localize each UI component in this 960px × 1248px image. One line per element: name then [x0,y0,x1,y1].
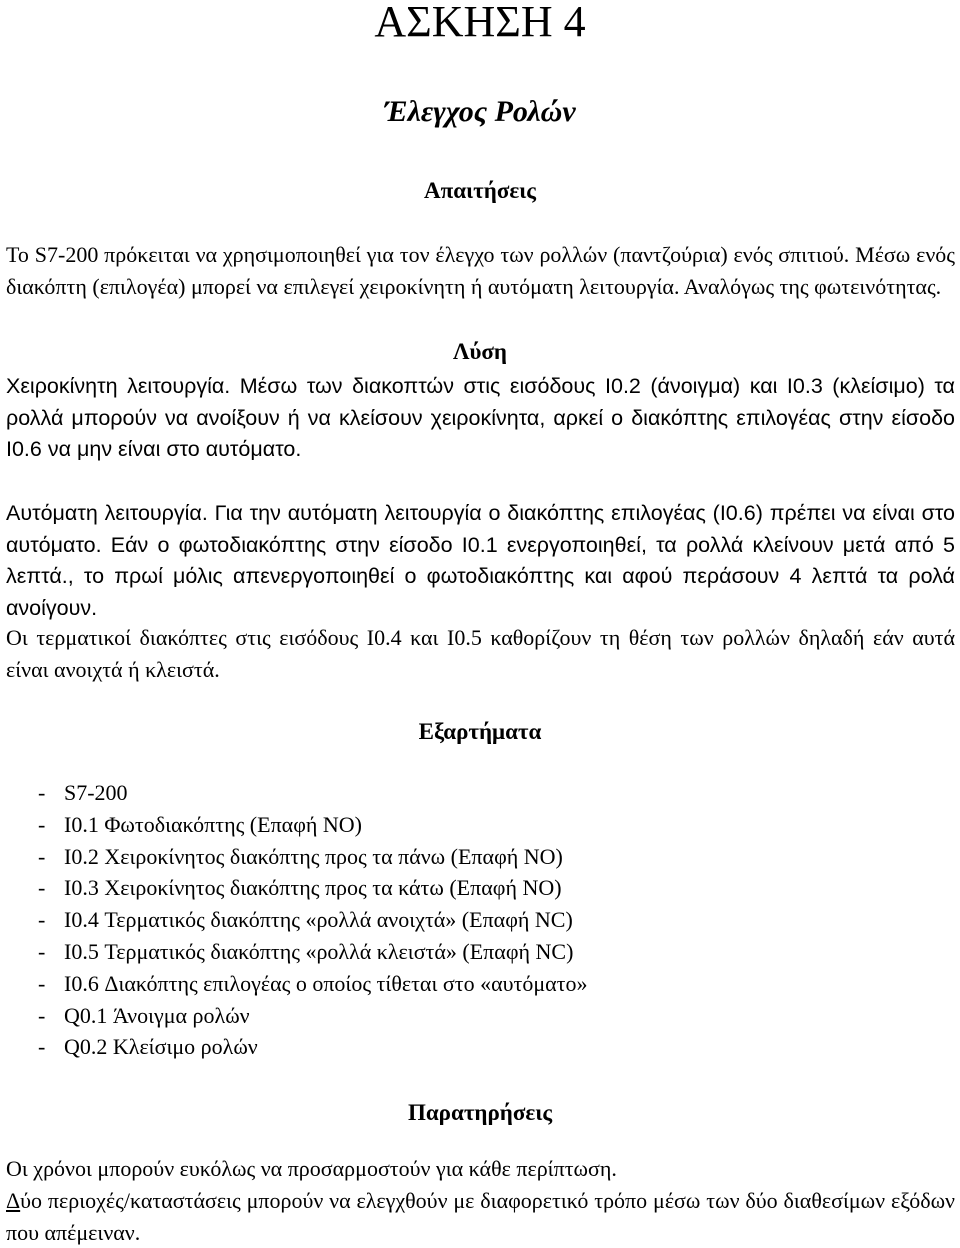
manual-mode-paragraph: Χειροκίνητη λειτουργία. Μέσω των διακοπτών στις εισόδους I0.2 (άνοιγμα) και I0.3 (κλείσιμο) τα ρολλά μπορούν να ανοίξουν ή να κλείσουν χειροκίνητα, αρκεί ο διακόπτης επιλογέας στην είσοδο I0.6 να μην είναι στο αυτόματο. [6,374,955,462]
requirements-paragraph: Το S7-200 πρόκειται να χρησιμοποιηθεί για τον έλεγχο των ρολλών (παντζούρια) ενός σπιτιού. Μέσω ενός διακόπτη (επιλογέα) μπορεί να επιλεγεί χειροκίνητη ή αυτόματη λειτουργία. Αναλόγως της φωτεινότητας. [6,242,955,299]
components-list [6,777,955,1063]
notes-paragraph-2 [6,1185,955,1248]
page-title: ΑΣΚΗΣΗ 4 [374,0,586,46]
exercise-subtitle: Έλεγχος Ρολών [384,95,576,128]
underlined-initial: Δ [6,1188,21,1213]
list-dash: - [38,1002,46,1028]
list-dash: - [38,970,46,996]
list-item [6,777,955,809]
list-dash: - [38,780,46,805]
list-item [6,968,955,1000]
list-dash: - [38,843,46,869]
component-item-text: Q0.1 Άνοιγμα ρολών [64,1002,250,1028]
component-item-text: S7-200 [64,780,128,805]
component-item-text: I0.4 Τερματικός διακόπτης «ρολλά ανοιχτά» (Επαφή NC) [64,907,573,933]
auto-mode-paragraph: Αυτόματη λειτουργία. Για την αυτόματη λειτουργία ο διακόπτης επιλογέας (I0.6) πρέπει να είναι στο αυτόματο. Εάν ο φωτοδιακόπτης στην είσοδο I0.1 ενεργοποιηθεί, τα ρολλά κλείνουν μετά από 5 λεπτά., το πρωί μόλις απενεργοποιηθεί ο φωτοδιακόπτης και αφού περάσουν 4 λεπτά τα ρολά ανοίγουν. [6,501,955,621]
notes-heading: Παρατηρήσεις [407,1100,553,1125]
list-item [6,809,955,841]
limit-switches-paragraph: Οι τερματικοί διακόπτες στις εισόδους I0.4 και I0.5 καθορίζουν τη θέση των ρολλών δηλαδή εάν αυτά είναι ανοιχτά ή κλειστά. [6,625,955,682]
list-item [6,872,955,904]
component-item-text: I0.2 Χειροκίνητος διακόπτης προς τα πάνω (Επαφή NO) [64,843,563,869]
requirements-heading: Απαιτήσεις [423,178,536,203]
notes-line-1: Οι χρόνοι μπορούν ευκόλως να προσαρμοστούν για κάθε περίπτωση. [6,1156,617,1181]
component-item-text: I0.1 Φωτοδιακόπτης (Επαφή NO) [64,811,363,837]
list-item [6,1000,955,1032]
component-item-text: I0.6 Διακόπτης επιλογέας ο οποίος τίθεται στο «αυτόματο» [64,970,588,996]
notes-line-2-text: ύο περιοχές/καταστάσεις μπορούν να ελεγχθούν με διαφορετικό τρόπο μέσω των δύο διαθεσίμων εξόδων που απέμειναν. [6,1188,955,1245]
list-dash: - [38,811,46,837]
list-item [6,1031,955,1063]
list-dash: - [38,907,46,933]
solution-heading: Λύση [453,339,507,364]
list-item [6,936,955,968]
component-item-text: I0.5 Τερματικός διακόπτης «ρολλά κλειστά» (Επαφή NC) [64,938,574,964]
component-item-text: Q0.2 Κλείσιμο ρολών [64,1034,258,1060]
list-dash: - [38,938,46,964]
list-dash: - [38,875,46,901]
components-heading: Εξαρτήματα [418,719,542,744]
list-item [6,904,955,936]
list-item [6,841,955,873]
list-dash: - [38,1034,46,1060]
component-item-text: I0.3 Χειροκίνητος διακόπτης προς τα κάτω (Επαφή NO) [64,875,562,901]
